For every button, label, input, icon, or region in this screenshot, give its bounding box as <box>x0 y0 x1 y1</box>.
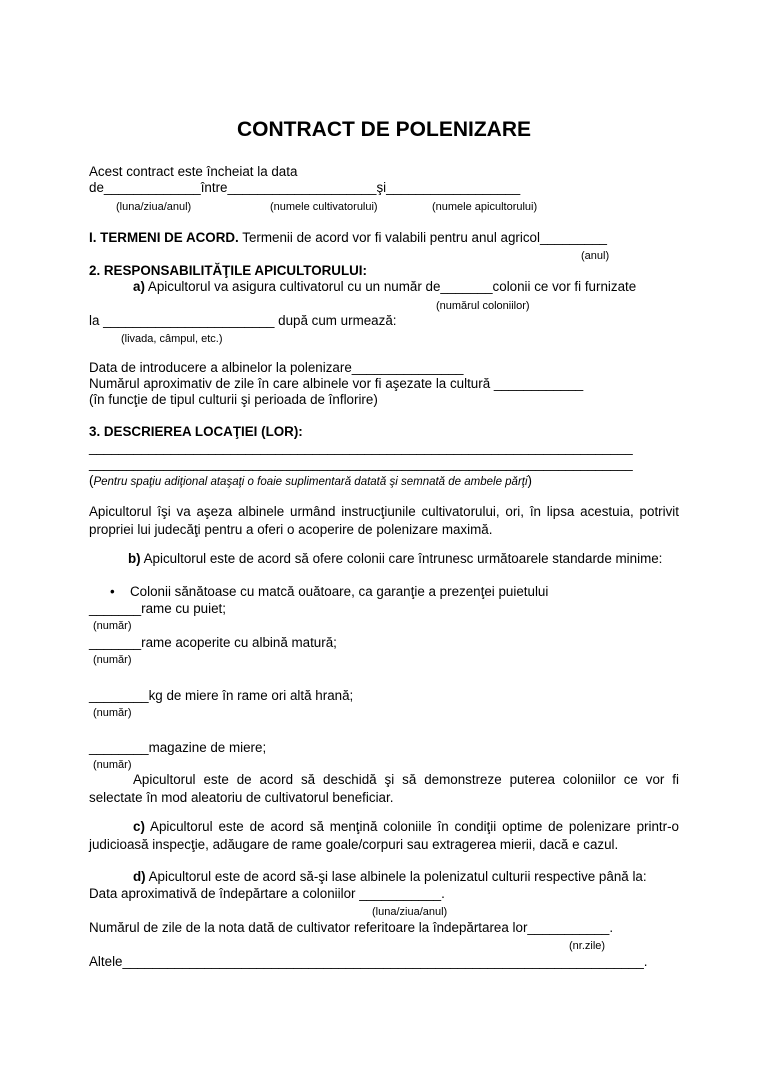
intro-line-1: Acest contract este încheiat la data <box>89 164 298 179</box>
honey-kg-line: ________kg de miere în rame ori altă hrană; <box>89 688 354 703</box>
section-c <box>89 818 679 854</box>
additional-space-note-text: Pentru spaţiu adiţional ataşaţi o foaie suplimentară datată şi semnată de ambele părţi <box>93 476 528 488</box>
hint-date: (luna/ziua/anul) <box>116 201 192 213</box>
section-d-text: Apicultorul este de acord să-şi lase albinele la polenizatul culturii respective până la: <box>145 869 647 884</box>
hint-number-4: (număr) <box>93 759 132 771</box>
other-line: Altele______________________________________________________________________. <box>89 954 648 969</box>
hint-days: (nr.zile) <box>569 940 606 952</box>
hint-year: (anul) <box>581 250 610 262</box>
section-2a <box>133 279 636 295</box>
placement-paragraph: Apicultorul îşi va aşeza albinele urmând instrucţiunile cultivatorului, ori, în lipsa acestuia, potrivit propriei lui judecăţi pentru a oferi o acoperire de polenizare maximă. <box>89 504 679 537</box>
location-blank-2: _________________________________________________________________________ <box>89 456 633 471</box>
hint-place: (livada, câmpul, etc.) <box>121 333 223 345</box>
section-1-text: Termenii de acord vor fi valabili pentru anul agricol_________ <box>238 230 608 245</box>
hint-number-3: (număr) <box>93 707 132 719</box>
document-title: CONTRACT DE POLENIZARE <box>237 118 531 141</box>
section-c-text: Apicultorul este de acord să menţină coloniile în condiţii optime de polenizare printr-o judicioasă inspecţie, adăugare de rame goale/corpuri sau extragerea mierii, dacă e cazul. <box>89 819 679 852</box>
section-2-heading: 2. RESPONSABILITĂŢILE APICULTORULUI: <box>89 263 367 278</box>
section-b-text: Apicultorul este de acord să ofere colonii care întrunesc următoarele standarde minime: <box>140 551 663 566</box>
section-1-heading: I. TERMENI DE ACORD. <box>89 230 239 245</box>
location-blank-1: _________________________________________________________________________ <box>89 440 633 455</box>
hint-removal-date: (luna/ziua/anul) <box>372 906 448 918</box>
section-d-label: d) <box>133 869 146 884</box>
section-d <box>133 869 647 885</box>
frames-bees-line: _______rame acoperite cu albină matură; <box>89 635 337 650</box>
standard-bullet-text: Colonii sănătoase cu matcă ouătoare, ca garanţie a prezenţei puietului <box>130 584 549 599</box>
hint-farmer-name: (numele cultivatorului) <box>270 201 378 213</box>
section-2a-label: a) <box>133 279 145 294</box>
section-b-label: b) <box>128 551 141 566</box>
days-line: Numărul aproximativ de zile în care albinele vor fi aşezate la cultură ____________ <box>89 376 584 391</box>
hint-beekeeper-name: (numele apicultorului) <box>432 201 538 213</box>
section-c-label: c) <box>133 819 145 834</box>
section-2a-text: Apicultorul va asigura cultivatorul cu un număr de_______colonii ce vor fi furnizate <box>144 279 637 294</box>
removal-date-line: Data aproximativă de îndepărtare a coloniilor ___________. <box>89 886 445 901</box>
hint-number-2: (număr) <box>93 654 132 666</box>
frames-brood-line: _______rame cu puiet; <box>89 601 226 616</box>
additional-space-note: (Pentru spaţiu adiţional ataşaţi o foaie suplimentară datată şi semnată de ambele părţi) <box>89 473 533 488</box>
bullet-dot: • <box>110 584 115 599</box>
standard-bullet <box>110 584 548 600</box>
location-line: la _______________________ după cum urmează: <box>89 313 397 328</box>
section-1 <box>89 230 607 246</box>
intro-date-line: Data de introducere a albinelor la polenizare_______________ <box>89 360 464 375</box>
honey-supers-line: ________magazine de miere; <box>89 740 267 755</box>
hint-number-1: (număr) <box>93 620 132 632</box>
days-note: (în funcţie de tipul culturii şi perioada de înflorire) <box>89 392 378 407</box>
intro-line-2: de_____________între____________________şi__________________ <box>89 180 521 195</box>
section-3-heading: 3. DESCRIEREA LOCAŢIEI (LOR): <box>89 424 303 439</box>
colony-strength-paragraph: Apicultorul este de acord să deschidă şi să demonstreze puterea coloniilor ce vor fi selectate în mod aleatoriu de cultivatorul beneficiar. <box>89 772 679 805</box>
section-b <box>112 550 679 568</box>
hint-colonies: (numărul coloniilor) <box>436 300 530 312</box>
days-from-notice-line: Numărul de zile de la nota dată de cultivator referitoare la îndepărtarea lor___________. <box>89 920 614 935</box>
